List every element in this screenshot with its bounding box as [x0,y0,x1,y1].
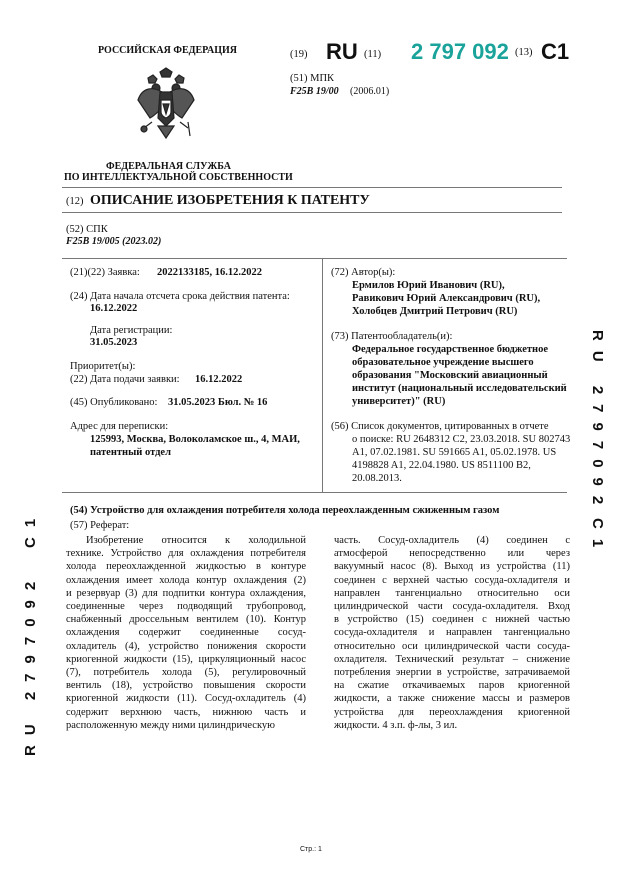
abstract-line: в устройство (15) соединен с нижней частью [334,614,570,626]
cited-line-1: о поиске: RU 2648312 C2, 23.03.2018. SU 802743 [352,434,571,445]
published-value: 31.05.2023 Бюл. № 16 [168,397,268,408]
doc-code: (12) [66,196,84,207]
agency-line2: ПО ИНТЕЛЛЕКТУАЛЬНОЙ СОБСТВЕННОСТИ [64,172,293,183]
abstract-line: жидкости, а также снижение массы и размеров [334,693,570,705]
author-2: Равикович Юрий Александрович (RU), [352,293,541,304]
abstract-line: сосуда-охладителя и направлен тангенциально [334,627,570,639]
abstract-line: содержит верхнюю часть, нижнюю часть и [66,706,306,718]
side-kind-right: C1 [589,518,606,558]
authors-label: (72) Автор(ы): [331,267,396,278]
mpk-year: (2006.01) [350,86,390,97]
abstract-line: охладитель (4), устройство понижения скорости [66,640,306,652]
abstract-line: устройства для переохлаждения криогенной [334,706,570,718]
column-divider [322,258,323,492]
abstract-line: вентиль (18), устройство повышения скорости [66,680,306,692]
address-line1: 125993, Москва, Волоколамское ш., 4, МАИ, [90,434,300,445]
russian-coat-of-arms-icon [134,66,198,146]
abstract-line: расположенную между ними цилиндрическую [66,719,276,731]
abstract-line: направлен тангенциально относительно оси [334,587,570,599]
abstract-line: (7), потребитель холода (5), регулировочный [66,667,306,679]
header-rule [62,187,562,188]
owner-line-2: образовательное учреждение высшего [352,357,534,368]
doc-title: ОПИСАНИЕ ИЗОБРЕТЕНИЯ К ПАТЕНТУ [90,193,370,208]
abstract-line: соединен с верхней частью сосуда-охладителя и [334,574,570,586]
abstract-right-column [334,534,570,732]
abstract-line: снабженный дроссельным вентилем (10). Контур [66,614,306,626]
abstract-line: охлаждения имеет холода контур охлаждения (2) [66,574,306,586]
author-1: Ермилов Юрий Иванович (RU), [352,280,505,291]
page-footer: Стр.: 1 [300,846,322,853]
abstract-line: часть. Сосуд-охладитель (4) соединен с [334,535,570,546]
code-19: (19) [290,49,308,60]
abstract-line: атмосферой непосредственно или через [334,548,570,560]
abstract-line: охлаждения содержит соединенные сосуд- [66,627,306,639]
abstract-line: и резервуар (3) для подпитки контура охлаждения, [66,587,306,599]
country-code: RU [326,39,358,64]
abstract-line: потребления энергии в устройстве, затрачиваемой [334,667,570,679]
code-13: (13) [515,47,533,58]
mpk-label: (51) МПК [290,73,335,84]
application-value: 2022133185, 16.12.2022 [157,267,262,278]
abstract-line: цилиндрической части сосуда-охладителя. Вход [334,601,570,613]
owner-label: (73) Патентообладатель(и): [331,331,453,342]
abstract-line: охладителя. Технический результат – снижение [334,653,570,665]
filing-label: (22) Дата подачи заявки: [70,374,180,385]
cited-line-4: 20.08.2013. [352,473,402,484]
abstract-line: криогенной жидкости (11). Сосуд-охладитель (4) [66,693,306,705]
owner-line-1: Федеральное государственное бюджетное [352,344,549,355]
cited-label: (56) Список документов, цитированных в отчете [331,421,549,432]
abstract-line: холода переохлажденной жидкостью в контуре [66,561,306,573]
biblio-bottom-rule [62,492,567,493]
side-number-left: RU 2797092 [22,571,39,756]
abstract-line: Изобретение относится к холодильной [86,535,306,546]
abstract-line: относительно оси цилиндрической части сосуда- [334,640,570,652]
registration-value: 31.05.2023 [90,337,138,348]
term-value: 16.12.2022 [90,303,138,314]
biblio-top-rule [62,258,567,259]
cited-line-2: A1, 07.02.1981. SU 591665 A1, 05.02.1978. US [352,447,557,458]
abstract-line: жидкости. 4 з.п. ф-лы, 3 ил. [334,719,458,731]
code-11: (11) [364,49,382,60]
side-number-right: RU 2797092 [589,330,606,515]
side-kind-left: C1 [22,508,39,548]
kind-code: C1 [541,39,570,64]
abstract-left-column [66,534,306,732]
address-line2: патентный отдел [90,447,171,458]
filing-value: 16.12.2022 [195,374,243,385]
abstract-label: (57) Реферат: [70,520,130,531]
cited-line-3: 4198828 A1, 22.04.1980. US 8511100 B2, [352,460,531,471]
owner-line-3: образования "Московский авиационный [352,370,548,381]
abstract-line: соединенные через подводящий трубопровод, [66,601,306,613]
author-3: Холобцев Дмитрий Петрович (RU) [352,306,518,317]
owner-line-4: институт (национальный исследовательский [352,383,567,394]
priority-label: Приоритет(ы): [70,361,136,372]
spk-label: (52) СПК [66,224,108,235]
registration-label: Дата регистрации: [90,325,173,336]
term-label: (24) Дата начала отсчета срока действия патента: [70,291,290,302]
title-rule [62,212,562,213]
abstract-line: на сжатие откачиваемых паров криогенной [334,680,570,692]
country-name: РОССИЙСКАЯ ФЕДЕРАЦИЯ [98,45,238,56]
invention-title: (54) Устройство для охлаждения потребителя холода переохлажденным сжиженным газом [70,505,500,516]
mpk-value: F25B 19/00 [290,86,339,97]
abstract-line: технике. Устройство для охлаждения потребителя [66,548,306,560]
address-label: Адрес для переписки: [70,421,169,432]
abstract-line: криогенной жидкости (15), циркуляционный насос [66,653,306,665]
spk-value: F25B 19/005 (2023.02) [66,236,162,247]
published-label: (45) Опубликовано: [70,397,158,408]
owner-line-5: университет)" (RU) [352,396,446,407]
patent-number: 2 797 092 [411,39,509,64]
abstract-line: вакуумный насос (8). Выход из устройства (11) [334,561,570,573]
agency-line1: ФЕДЕРАЛЬНАЯ СЛУЖБА [106,161,231,172]
application-label: (21)(22) Заявка: [70,267,140,278]
